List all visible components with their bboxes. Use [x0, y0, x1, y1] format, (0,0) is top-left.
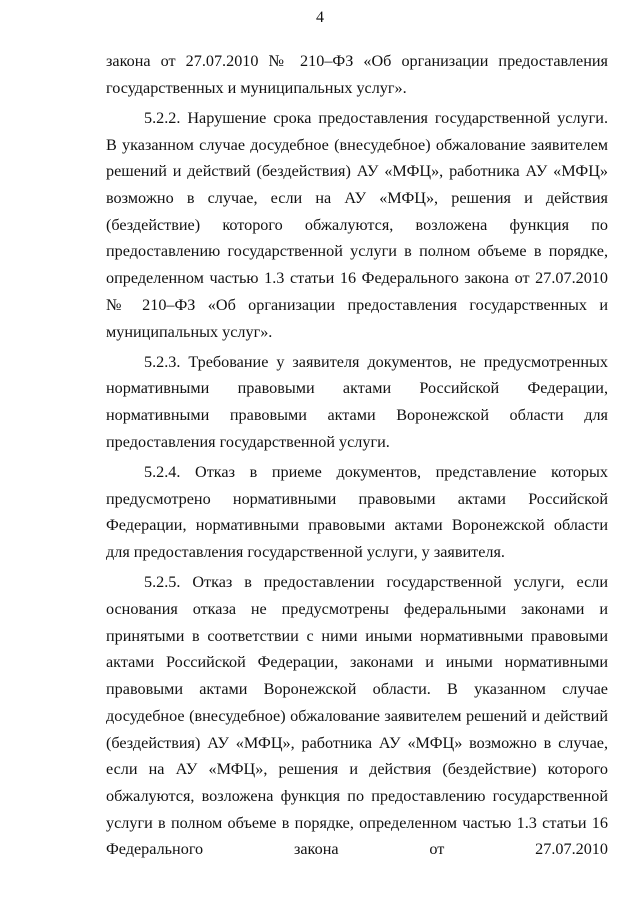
document-body — [106, 48, 608, 867]
paragraph-5-2-4: 5.2.4. Отказ в приеме документов, представление которых предусмотрено нормативными правовыми актами Российской Федерации, нормативными правовыми актами Воронежской области для предоставления государственной услуги, у заявителя. — [106, 463, 608, 562]
paragraph-continuation: закона от 27.07.2010 № 210–ФЗ «Об организации предоставления государственных и муниципальных услуг». — [106, 52, 608, 97]
paragraph-5-2-2: 5.2.2. Нарушение срока предоставления государственной услуги. В указанном случае досудебное (внесудебное) обжалование заявителем решений и действий (бездействия) АУ «МФЦ», работника АУ «МФЦ» возможно в случае, если на АУ «МФЦ», решения и действия (бездействие) которого обжалуются, возложена функция по предоставлению государственной услуги в полном объеме в порядке, определенном частью 1.3 статьи 16 Федерального закона от 27.07.2010 № 210–ФЗ «Об организации предоставления государственных и муниципальных услуг». — [106, 108, 608, 341]
page-number: 4 — [316, 9, 324, 26]
paragraph-5-2-3: 5.2.3. Требование у заявителя документов, не предусмотренных нормативными правовыми актами Российской Федерации, нормативными правовыми актами Воронежской области для предоставления государственной услуги. — [106, 352, 608, 451]
paragraph-5-2-5: 5.2.5. Отказ в предоставлении государственной услуги, если основания отказа не предусмотрены федеральными законами и принятыми в соответствии с ними иными нормативными правовыми актами Российской Федерации, законами и иными нормативными правовыми актами Воронежской области. В указанном случае досудебное (внесудебное) обжалование заявителем решений и действий (бездействия) АУ «МФЦ», работника АУ «МФЦ» возможно в случае, если на АУ «МФЦ», решения и действия (бездействие) которого обжалуются, возложена функция по предоставлению государственной услуги в полном объеме в порядке, определенном частью 1.3 статьи 16 Федерального закона от 27.07.2010 — [106, 573, 608, 859]
